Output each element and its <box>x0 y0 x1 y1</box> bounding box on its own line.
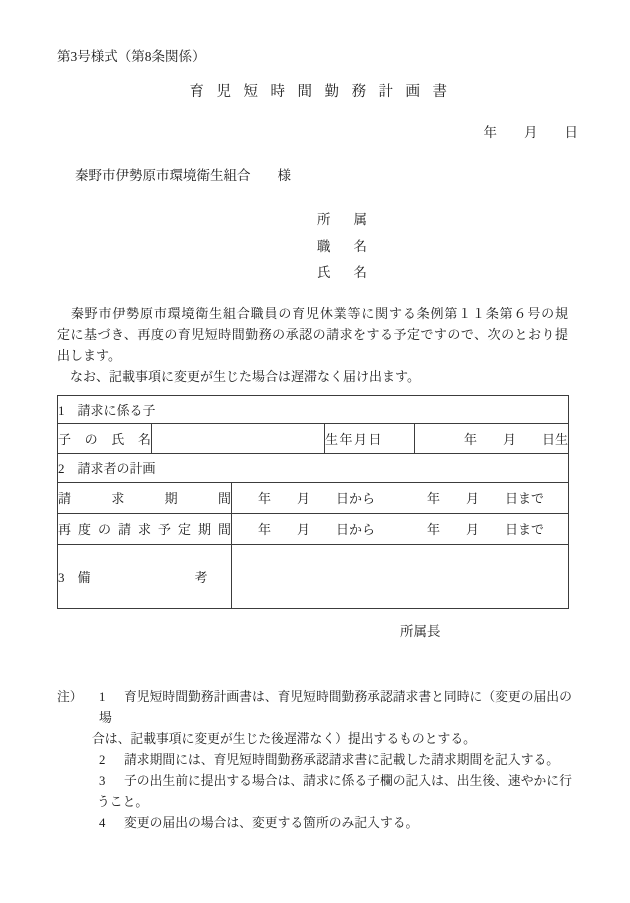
notes-items <box>92 687 578 834</box>
section1-header: 1 請求に係る子 <box>58 395 569 423</box>
form-number: 第3号様式（第8条関係） <box>57 49 206 64</box>
table-row-re-request-period <box>58 513 569 544</box>
table-row-section1 <box>58 395 569 423</box>
note-number: 2 <box>99 752 106 767</box>
position-row <box>317 234 578 261</box>
date-field: 年 月 日 <box>483 125 578 140</box>
remarks-label: 3 備 考 <box>58 544 232 608</box>
name-row <box>317 260 578 287</box>
submitter-block <box>57 207 578 287</box>
note-item-1-continued: 合は、記載事項に変更が生じた後遅滞なく）提出するものとする。 <box>92 731 476 746</box>
plan-table <box>57 395 569 609</box>
note-item-3-continued: うこと。 <box>97 794 149 809</box>
note-item-4 <box>99 813 578 834</box>
body-line: 出します。 <box>57 347 121 363</box>
note-number: 3 <box>99 773 106 788</box>
table-row-remarks <box>58 544 569 608</box>
re-request-period-field: 年 月 日から 年 月 日まで <box>232 513 569 544</box>
document-title: 育児短時間勤務計画書 <box>189 84 460 100</box>
note-text: 子の出生前に提出する場合は、請求に係る子欄の記入は、出生後、速やかに行 <box>124 773 572 788</box>
position-label: 職名 <box>317 238 367 254</box>
note-number: 4 <box>99 815 106 830</box>
note-item-3 <box>99 771 578 792</box>
note-text: 請求期間には、育児短時間勤務承認請求書に記載した請求期間を記入する。 <box>124 752 560 767</box>
child-name-field <box>152 423 325 453</box>
re-request-period-label: 再度の請求予定期間 <box>58 513 232 544</box>
body-line: 定に基づき、再度の育児短時間勤務の承認の請求をする予定ですので、次のとおり提 <box>57 326 568 342</box>
body-paragraph <box>57 303 568 387</box>
table-row-section2 <box>58 453 569 482</box>
birth-date-label: 生年月日 <box>325 423 415 453</box>
note-item-2 <box>99 750 578 771</box>
birth-date-field: 年 月 日生 <box>415 423 569 453</box>
body-line: なお、記載事項に変更が生じた場合は遅滞なく届け出ます。 <box>57 368 420 384</box>
request-period-field: 年 月 日から 年 月 日まで <box>232 482 569 513</box>
affiliation-label: 所属 <box>317 212 367 227</box>
affiliation-row <box>317 207 578 234</box>
section2-header: 2 請求者の計画 <box>58 453 569 482</box>
name-label: 氏名 <box>317 265 367 280</box>
addressee-line: 秦野市伊勢原市環境衛生組合 様 <box>75 168 291 183</box>
note-number: 1 <box>99 689 106 704</box>
table-row-request-period <box>58 482 569 513</box>
manager-signature-label: 所属長 <box>400 623 441 639</box>
note-text: 変更の届出の場合は、変更する箇所のみ記入する。 <box>124 815 419 830</box>
notes-marker: 注） <box>57 689 83 704</box>
child-name-label: 子の氏名 <box>58 423 152 453</box>
table-row-child <box>58 423 569 453</box>
notes-block <box>57 687 578 834</box>
remarks-field <box>232 544 569 608</box>
note-item-1 <box>99 687 578 729</box>
note-text: 育児短時間勤務計画書は、育児短時間勤務承認請求書と同時に（変更の届出の場 <box>99 689 572 725</box>
request-period-label: 請求期間 <box>58 482 232 513</box>
body-line: 秦野市伊勢原市環境衛生組合職員の育児休業等に関する条例第１１条第６号の規 <box>57 305 568 321</box>
